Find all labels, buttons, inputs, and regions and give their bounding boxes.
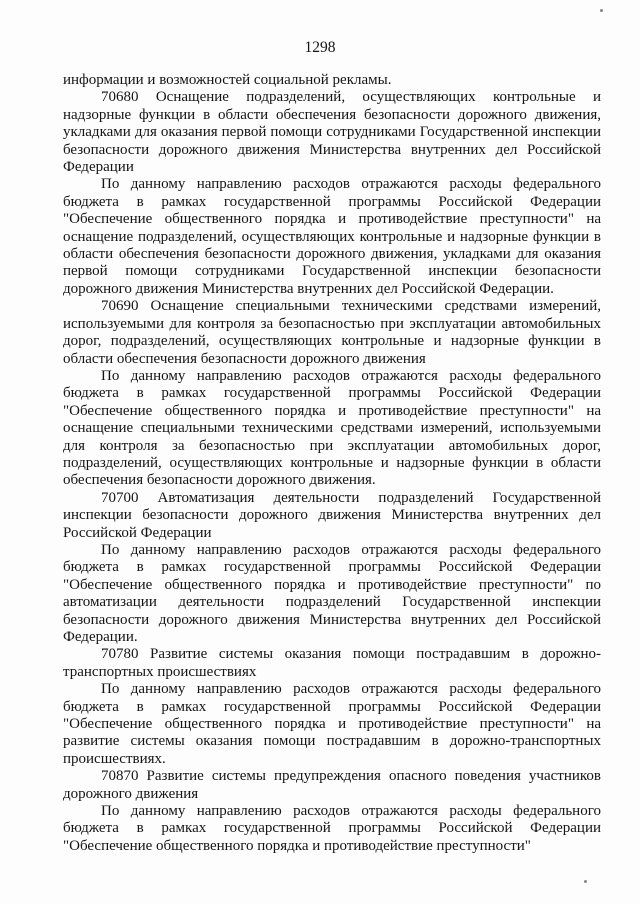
paragraph-description-70680: По данному направлению расходов отражаются расходы федерального бюджета в рамках государственной программы Российской Федерации "Обеспечение общественного порядка и противодействие преступности" на оснащение подразделений, осуществляющих контрольные и надзорные функции в области обеспечения безопасности дорожного движения, укладками для оказания первой помощи сотрудниками Государственной инспекции безопасности дорожного движения Министерства внутренних дел Российской Федерации. [63,176,601,297]
scan-speck [584,880,587,883]
paragraph-description-70700: По данному направлению расходов отражаются расходы федерального бюджета в рамках государственной программы Российской Федерации "Обеспечение общественного порядка и противодействие преступности" по автоматизации деятельности подразделений Государственной инспекции безопасности дорожного движения Министерства внутренних дел Российской Федерации. [63,541,601,645]
paragraph-description-70870: По данному направлению расходов отражаются расходы федерального бюджета в рамках государственной программы Российской Федерации "Обеспечение общественного порядка и противодействие преступности" [63,803,601,854]
paragraph-heading-70700: 70700 Автоматизация деятельности подразделений Государственной инспекции безопасности дорожного движения Министерства внутренних дел Российской Федерации [63,489,601,541]
paragraph-continuation: информации и возможностей социальной рекламы. [63,72,392,88]
scan-speck [600,9,603,12]
paragraph-heading-70680: 70680 Оснащение подразделений, осуществляющих контрольные и надзорные функции в области обеспечения безопасности дорожного движения, укладками для оказания первой помощи сотрудниками Государственной инспекции безопасности дорожного движения Министерства внутренних дел Российской Федерации [63,89,601,176]
paragraph-description-70690: По данному направлению расходов отражаются расходы федерального бюджета в рамках государственной программы Российской Федерации "Обеспечение общественного порядка и противодействие преступности" на оснащение специальными техническими средствами измерений, используемыми для контроля за безопасностью при эксплуатации автомобильных дорог, подразделений, осуществляющих контрольные и надзорные функции в области обеспечения безопасности дорожного движения. [63,367,601,489]
paragraph-heading-70780: 70780 Развитие системы оказания помощи пострадавшим в дорожно-транспортных происшествиях [63,646,601,680]
paragraph-heading-70690: 70690 Оснащение специальными техническими средствами измерений, используемыми для контроля за безопасностью при эксплуатации автомобильных дорог, подразделений, осуществляющих контрольные и надзорные функции в области обеспечения безопасности дорожного движения [63,298,601,367]
paragraph-description-70780: По данному направлению расходов отражаются расходы федерального бюджета в рамках государственной программы Российской Федерации "Обеспечение общественного порядка и противодействие преступности" на развитие системы оказания помощи пострадавшим в дорожно-транспортных происшествиях. [63,681,601,767]
paragraph-heading-70870: 70870 Развитие системы предупреждения опасного поведения участников дорожного движения [63,768,601,802]
document-body [63,72,601,855]
page-number: 1298 [304,39,336,56]
